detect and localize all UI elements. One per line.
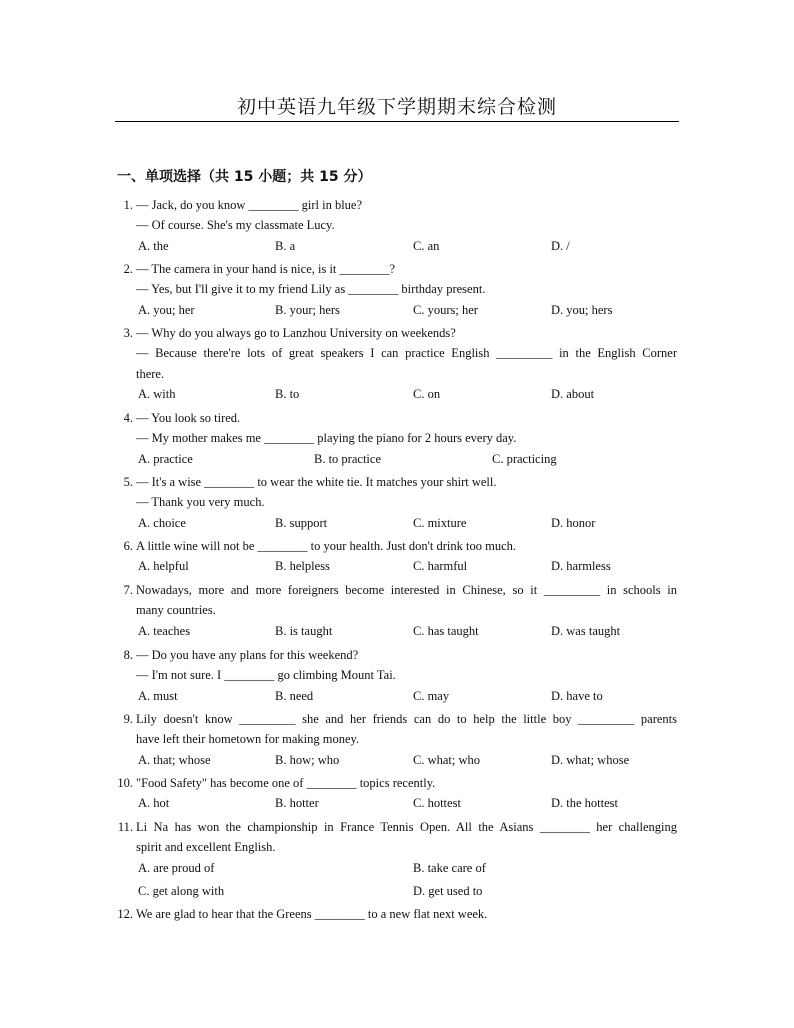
- question-line: — Why do you always go to Lanzhou University on weekends?: [136, 326, 456, 340]
- question-line: "Food Safety" has become one of ________ topics recently.: [136, 776, 436, 790]
- question-line: there.: [136, 366, 165, 381]
- option-d: D. harmless: [551, 559, 611, 574]
- option-c: C. get along with: [138, 884, 225, 898]
- option-a: A. with: [138, 387, 176, 402]
- option-d: D. the hottest: [551, 796, 619, 811]
- option-b: B. a: [275, 238, 296, 253]
- question-line: We are glad to hear that the Greens ________ to a new flat next week.: [136, 907, 488, 921]
- option-a: A. the: [138, 238, 169, 253]
- option-a: A. choice: [138, 515, 186, 530]
- question-line: — It's a wise ________ to wear the white tie. It matches your shirt well.: [136, 475, 497, 489]
- option-c: C. what; who: [413, 752, 481, 767]
- question-line: — Yes, but I'll give it to my friend Lily as ________ birthday present.: [136, 282, 486, 297]
- option-c: C. on: [413, 387, 441, 402]
- question-line: — Jack, do you know ________ girl in blue?: [136, 198, 363, 212]
- question-line: many countries.: [136, 603, 216, 618]
- option-b: B. your; hers: [275, 302, 340, 317]
- option-a: A. teaches: [138, 623, 191, 638]
- option-c: C. yours; her: [413, 302, 478, 317]
- question-number: 5.: [123, 475, 133, 489]
- option-b: B. hotter: [275, 796, 319, 811]
- question-line: — Do you have any plans for this weekend?: [136, 648, 359, 662]
- option-b: B. to: [275, 387, 300, 402]
- question-line: — I'm not sure. I ________ go climbing Mount Tai.: [136, 668, 396, 683]
- question-line: Lily doesn't know _________ she and her friends can do to help the little boy _________ parents: [136, 712, 677, 726]
- question-number: 2.: [123, 262, 133, 276]
- option-b: B. how; who: [275, 752, 340, 767]
- question-number: 7.: [123, 583, 133, 597]
- option-a: A. practice: [138, 451, 193, 466]
- question-line: A little wine will not be ________ to your health. Just don't drink too much.: [136, 539, 516, 553]
- question-line: — Thank you very much.: [136, 495, 265, 510]
- title-underline: [115, 121, 679, 122]
- option-d: D. honor: [551, 515, 596, 530]
- option-c: C. harmful: [413, 559, 468, 574]
- question-line: have left their hometown for making money.: [136, 732, 360, 747]
- question-line: — My mother makes me ________ playing the piano for 2 hours every day.: [136, 431, 517, 446]
- option-c: C. practicing: [492, 451, 557, 466]
- page-title: 初中英语九年级下学期期末综合检测: [236, 96, 557, 118]
- option-b: B. take care of: [413, 860, 486, 875]
- option-a: A. must: [138, 688, 178, 703]
- question-number: 8.: [123, 648, 133, 662]
- option-b: B. support: [275, 515, 328, 530]
- option-c: C. hottest: [413, 796, 461, 811]
- option-a: A. you; her: [138, 302, 195, 317]
- question-line: Nowadays, more and more foreigners become interested in Chinese, so it _________ in schools in: [136, 583, 677, 597]
- option-d: D. what; whose: [551, 752, 630, 767]
- option-d: D. about: [551, 387, 595, 402]
- question-number: 12.: [117, 907, 133, 921]
- option-c: C. mixture: [413, 515, 467, 530]
- question-line: — You look so tired.: [136, 411, 241, 425]
- question-line: — Because there're lots of great speakers I can practice English _________ in the English Corner: [136, 346, 677, 361]
- option-d: D. get used to: [413, 884, 483, 898]
- question-line: Li Na has won the championship in France Tennis Open. All the Asians ________ her challenging: [136, 820, 677, 834]
- question-number: 1.: [123, 198, 133, 212]
- option-d: D. have to: [551, 688, 603, 703]
- question-number: 11.: [117, 820, 133, 834]
- question-line: — The camera in your hand is nice, is it ________?: [136, 262, 396, 276]
- question-line: — Of course. She's my classmate Lucy.: [136, 218, 335, 233]
- option-d: D. /: [551, 238, 570, 253]
- option-a: A. helpful: [138, 559, 189, 574]
- option-b: B. need: [275, 688, 314, 703]
- question-number: 6.: [123, 539, 133, 553]
- option-a: A. hot: [138, 796, 170, 811]
- option-a: A. are proud of: [138, 860, 215, 875]
- question-number: 10.: [117, 776, 133, 790]
- option-b: B. to practice: [314, 451, 381, 466]
- option-c: C. may: [413, 688, 450, 703]
- option-a: A. that; whose: [138, 752, 211, 767]
- question-line: spirit and excellent English.: [136, 840, 276, 855]
- section-heading: 一、单项选择（共 15 小题；共 15 分）: [117, 169, 372, 185]
- option-b: B. is taught: [275, 623, 333, 638]
- option-b: B. helpless: [275, 559, 330, 574]
- question-number: 9.: [123, 712, 133, 726]
- option-c: C. an: [413, 238, 440, 253]
- question-number: 4.: [123, 411, 133, 425]
- option-d: D. you; hers: [551, 302, 613, 317]
- option-c: C. has taught: [413, 623, 479, 638]
- option-d: D. was taught: [551, 623, 621, 638]
- question-number: 3.: [123, 326, 133, 340]
